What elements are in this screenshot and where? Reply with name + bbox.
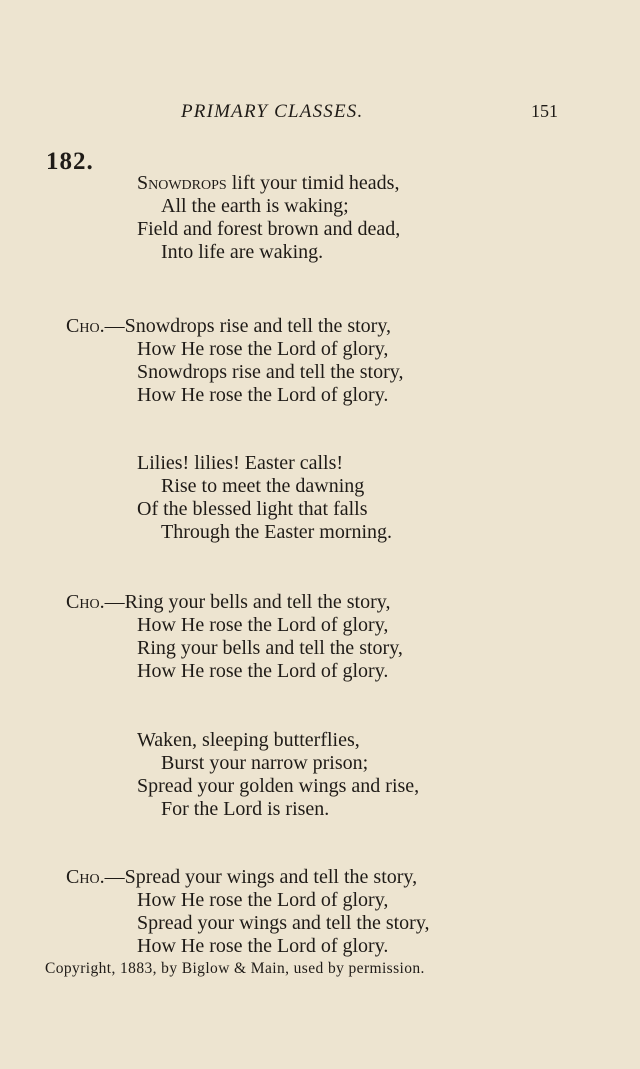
verse2-line3: Of the blessed light that falls	[137, 498, 368, 520]
chorus1-line2: How He rose the Lord of glory,	[137, 338, 389, 360]
chorus1-line3: Snowdrops rise and tell the story,	[137, 361, 404, 383]
chorus3-line4: How He rose the Lord of glory.	[137, 935, 389, 957]
chorus1-line1	[66, 315, 391, 338]
verse1-line2: All the earth is waking;	[161, 195, 349, 217]
verse2-line1: Lilies! lilies! Easter calls!	[137, 452, 344, 474]
verse2-line4: Through the Easter morning.	[161, 521, 393, 543]
chorus3-label-rest: ho.	[79, 866, 105, 888]
chorus1-line4: How He rose the Lord of glory.	[137, 384, 389, 406]
hymn-number: 182.	[46, 148, 94, 175]
chorus1-line1-text: —Snowdrops rise and tell the story,	[104, 315, 392, 337]
verse3-line2: Burst your narrow prison;	[161, 752, 369, 774]
chorus2-line4: How He rose the Lord of glory.	[137, 660, 389, 682]
chorus1-label-cap: C	[66, 315, 80, 337]
page-number: 151	[531, 101, 558, 121]
verse1-line3: Field and forest brown and dead,	[137, 218, 401, 240]
chorus2-line1-text: —Ring your bells and tell the story,	[104, 591, 391, 613]
chorus3-line2: How He rose the Lord of glory,	[137, 889, 389, 911]
chorus2-line1	[66, 591, 390, 614]
chorus3-label-cap: C	[66, 866, 80, 888]
verse1-line4: Into life are waking.	[161, 241, 324, 263]
verse3-line1: Waken, sleeping butterflies,	[137, 729, 360, 751]
running-head: PRIMARY CLASSES.	[181, 101, 364, 122]
verse1-first-word-cap: S	[137, 172, 149, 194]
verse3-line4: For the Lord is risen.	[161, 798, 330, 820]
copyright-notice: Copyright, 1883, by Biglow & Main, used by permission.	[45, 960, 425, 977]
chorus3-line1	[66, 866, 417, 889]
chorus2-line2: How He rose the Lord of glory,	[137, 614, 389, 636]
verse1-first-word-rest: nowdrops	[148, 172, 227, 194]
verse1-line1-rest: lift your timid heads,	[226, 172, 400, 194]
chorus3-line1-text: —Spread your wings and tell the story,	[104, 866, 418, 888]
verse3-line3: Spread your golden wings and rise,	[137, 775, 420, 797]
chorus1-label-rest: ho.	[79, 315, 105, 337]
chorus3-line3: Spread your wings and tell the story,	[137, 912, 430, 934]
chorus2-label-rest: ho.	[79, 591, 105, 613]
verse2-line2: Rise to meet the dawning	[161, 475, 365, 497]
chorus2-line3: Ring your bells and tell the story,	[137, 637, 403, 659]
verse1-line1	[137, 172, 399, 195]
chorus2-label-cap: C	[66, 591, 80, 613]
